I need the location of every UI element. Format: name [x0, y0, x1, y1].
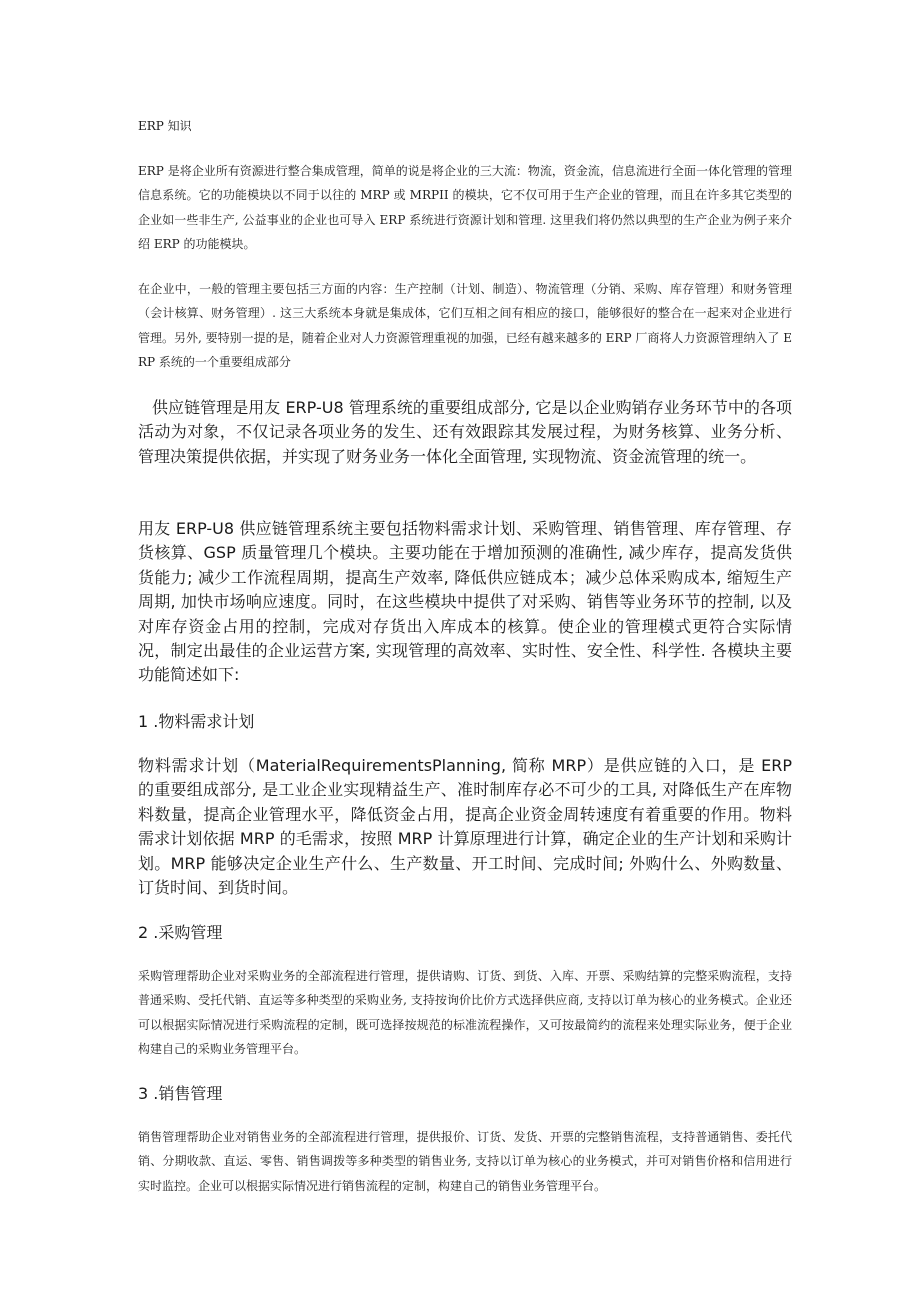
- intro-paragraph-erp: ERP 是将企业所有资源进行整合集成管理，简单的说是将企业的三大流：物流，资金流，信息流进行全面一体化管理的管理信息系统。它的功能模块以不同于以往的 MRP 或 MRPII 的模块，它不仅可用于生产企业的管理，而且在许多其它类型的企业如一些非生产, 公益事业的企业也可导入 ERP 系统进行资源计划和管理. 这里我们将仍然以典型的生产企业为例子来介绍 ERP 的功能模块。: [138, 164, 792, 252]
- document-title: ERP 知识: [138, 119, 192, 133]
- section-body-purchasing: 采购管理帮助企业对采购业务的全部流程进行管理，提供请购、订货、到货、入库、开票、采购结算的完整采购流程，支持普通采购、受托代销、直运等多种类型的采购业务, 支持按询价比价方式选择供应商, 支持以订单为核心的业务模式。企业还可以根据实际情况进行采购流程的定制，既可选择按规范的标准流程操作，又可按最简约的流程来处理实际业务，便于企业构建自己的采购业务管理平台。: [138, 969, 792, 1057]
- section-heading-mrp: 1 .物料需求计划: [138, 712, 255, 731]
- section-heading-purchasing: 2 .采购管理: [138, 923, 223, 942]
- section-body-mrp: 物料需求计划（MaterialRequirementsPlanning, 简称 MRP）是供应链的入口，是 ERP 的重要组成部分, 是工业企业实现精益生产、准时制库存必不可少的工具, 对降低生产在库物料数量，提高企业管理水平，降低资金占用，提高企业资金周转速度有着重要的作用。物料需求计划依据 MRP 的毛需求，按照 MRP 计算原理进行计算，确定企业的生产计划和采购计划。MRP 能够决定企业生产什么、生产数量、开工时间、完成时间; 外购什么、外购数量、订货时间、到货时间。: [138, 756, 792, 898]
- paragraph-u8-modules: 用友 ERP-U8 供应链管理系统主要包括物料需求计划、采购管理、销售管理、库存管理、存货核算、GSP 质量管理几个模块。主要功能在于增加预测的准确性, 减少库存，提高发货供货能力; 减少工作流程周期，提高生产效率, 降低供应链成本；减少总体采购成本, 缩短生产周期, 加快市场响应速度。同时，在这些模块中提供了对采购、销售等业务环节的控制, 以及对库存资金占用的控制，完成对存货出入库成本的核算。使企业的管理模式更符合实际情况，制定出最佳的企业运营方案, 实现管理的高效率、实时性、安全性、科学性. 各模块主要功能简述如下:: [138, 519, 792, 685]
- section-body-sales: 销售管理帮助企业对销售业务的全部流程进行管理，提供报价、订货、发货、开票的完整销售流程，支持普通销售、委托代销、分期收款、直运、零售、销售调拨等多种类型的销售业务, 支持以订单为核心的业务模式，并可对销售价格和信用进行实时监控。企业可以根据实际情况进行销售流程的定制，构建自己的销售业务管理平台。: [138, 1130, 792, 1193]
- section-heading-sales: 3 .销售管理: [138, 1084, 223, 1103]
- paragraph-supply-chain: 供应链管理是用友 ERP-U8 管理系统的重要组成部分, 它是以企业购销存业务环节中的各项活动为对象，不仅记录各项业务的发生、还有效跟踪其发展过程，为财务核算、业务分析、管理决策提供依据，并实现了财务业务一体化全面管理, 实现物流、资金流管理的统一。: [138, 398, 792, 466]
- intro-paragraph-management: 在企业中，一般的管理主要包括三方面的内容：生产控制（计划、制造）、物流管理（分销、采购、库存管理）和财务管理（会计核算、财务管理）. 这三大系统本身就是集成体，它们互相之间有相应的接口，能够很好的整合在一起来对企业进行管理。另外, 要特别一提的是，随着企业对人力资源管理重视的加强，已经有越来越多的 ERP 厂商将人力资源管理纳入了 ERP 系统的一个重要组成部分: [138, 282, 792, 370]
